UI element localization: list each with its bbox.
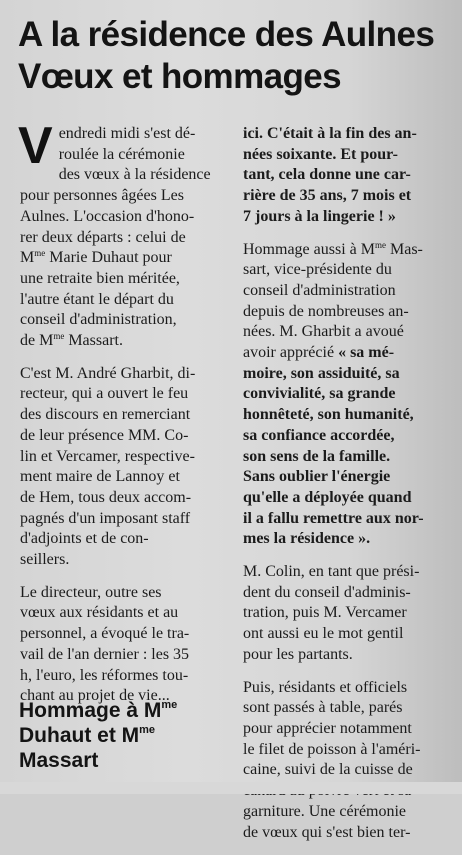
text-line: qu'elle a déployée quand (243, 488, 412, 506)
text-line: sont passés à table, parés (243, 699, 403, 717)
paragraph-tribute (243, 240, 436, 551)
text-line: d'adjoints et de con- (20, 530, 149, 548)
text-line: moire, son assiduité, sa (243, 364, 400, 382)
text-line: Hommage à $M^{me}$ (19, 699, 178, 722)
text-line: 7 jours à la lingerie ! » (243, 207, 396, 225)
text-line: vail de l'an dernier : les 35 (20, 645, 190, 663)
text-line: de vœux qui s'est bien ter- (243, 823, 411, 841)
text-line: pagnés d'un imposant staff (20, 509, 191, 527)
text-line: caine, suivi de la cuisse de (243, 761, 413, 779)
paragraph-quote-end (243, 124, 436, 228)
text-line: Le directeur, outre ses (20, 583, 162, 601)
headline-line: Vœux et hommages (18, 57, 341, 96)
text-line: sart, vice-présidente du (243, 261, 392, 279)
text-line: Puis, résidants et officiels (243, 678, 408, 696)
text-line: honnêteté, son humanité, (243, 406, 414, 424)
text-line: tration, puis M. Vercamer (243, 604, 407, 622)
text-line: roulée la cérémonie (58, 145, 185, 163)
text-line: depuis de nombreuses an- (243, 302, 409, 320)
text-line: tant, cela donne une car- (243, 166, 411, 184)
article-headline (18, 14, 448, 98)
right-column (243, 124, 436, 855)
paragraph-lines (243, 678, 436, 844)
text-line: pour apprécier notamment (243, 719, 412, 737)
subheading-lines (19, 698, 229, 773)
text-line: conseil d'administration (243, 281, 396, 299)
text-line: nées soixante. Et pour- (243, 145, 398, 163)
paragraph-wishes (20, 583, 220, 707)
text-line: de $M^{me}$ Massart. (20, 331, 123, 350)
text-line: une retraite bien méritée, (20, 269, 180, 287)
text-line: M. Colin, en tant que prési- (243, 563, 420, 581)
text-line: convivialité, sa grande (243, 385, 396, 403)
text-line: personnel, a évoqué le tra- (20, 625, 190, 643)
page-bottom-edge (0, 782, 462, 794)
paragraph-intro (18, 117, 220, 352)
text-line: conseil d'administration, (20, 311, 177, 329)
text-line: il a fallu remettre aux nor- (243, 509, 424, 527)
paragraph-meal (243, 678, 436, 844)
text-line: rière de 35 ans, 7 mois et (243, 187, 412, 205)
text-line: son sens de la famille. (243, 447, 391, 465)
text-line: rer deux départs : celui de (20, 228, 186, 246)
text-line: des vœux à la résidence (58, 166, 211, 184)
paragraph-lines (243, 124, 436, 228)
text-line: ont aussi eu le mot gentil (243, 625, 404, 643)
paragraph-lines (20, 364, 220, 571)
text-line: seillers. (20, 551, 70, 569)
paragraph-director (20, 364, 220, 571)
text-line: ment maire de Lannoy et (20, 468, 180, 486)
paragraph-lines (243, 562, 436, 666)
text-line: le filet de poisson à l'améri- (243, 740, 421, 758)
text-line: avoir apprécié « sa mé- (243, 344, 395, 362)
headline-line: A la résidence des Aulnes (18, 15, 435, 54)
text-line: lin et Vercamer, respective- (20, 447, 195, 465)
text-line: sa confiance accordée, (243, 426, 395, 444)
text-line: recteur, qui a ouvert le feu (20, 385, 189, 403)
text-line: Duhaut et $M^{me}$ (19, 724, 156, 747)
text-line: l'autre étant le départ du (20, 290, 174, 308)
text-line: mes la résidence ». (243, 530, 371, 548)
text-line: Sans oublier l'énergie (243, 468, 391, 486)
text-line: dent du conseil d'adminis- (243, 583, 411, 601)
text-line: C'est M. André Gharbit, di- (20, 364, 196, 382)
text-line: des discours en remerciant (20, 406, 191, 424)
text-line: garniture. Une cérémonie (243, 802, 407, 820)
text-line: de leur présence MM. Co- (20, 426, 189, 444)
text-line: h, l'euro, les réformes tou- (20, 666, 189, 684)
text-line: chant au projet de vie... (20, 687, 170, 705)
text-line: Hommage aussi à $M^{me}$ Mas- (243, 239, 423, 258)
paragraph-lines (243, 240, 436, 551)
text-line: vœux aux résidants et au (20, 604, 179, 622)
paragraph-colin (243, 562, 436, 666)
drop-cap: V (18, 117, 53, 175)
text-line: $M^{me}$ Marie Duhaut pour (20, 248, 172, 267)
text-line: ici. C'était à la fin des an- (243, 125, 417, 142)
article-subheading (19, 698, 229, 773)
text-line: endredi midi s'est dé- (58, 125, 196, 142)
text-line: pour personnes âgées Les (20, 187, 184, 205)
text-line: Massart (19, 749, 99, 772)
paragraph-lines (20, 583, 220, 707)
left-column (18, 117, 220, 719)
text-line: de Hem, tous deux accom- (20, 488, 192, 506)
text-line: Aulnes. L'occasion d'hono- (20, 207, 195, 225)
text-line: pour les partants. (243, 645, 353, 663)
text-line: nées. M. Gharbit a avoué (243, 323, 404, 341)
